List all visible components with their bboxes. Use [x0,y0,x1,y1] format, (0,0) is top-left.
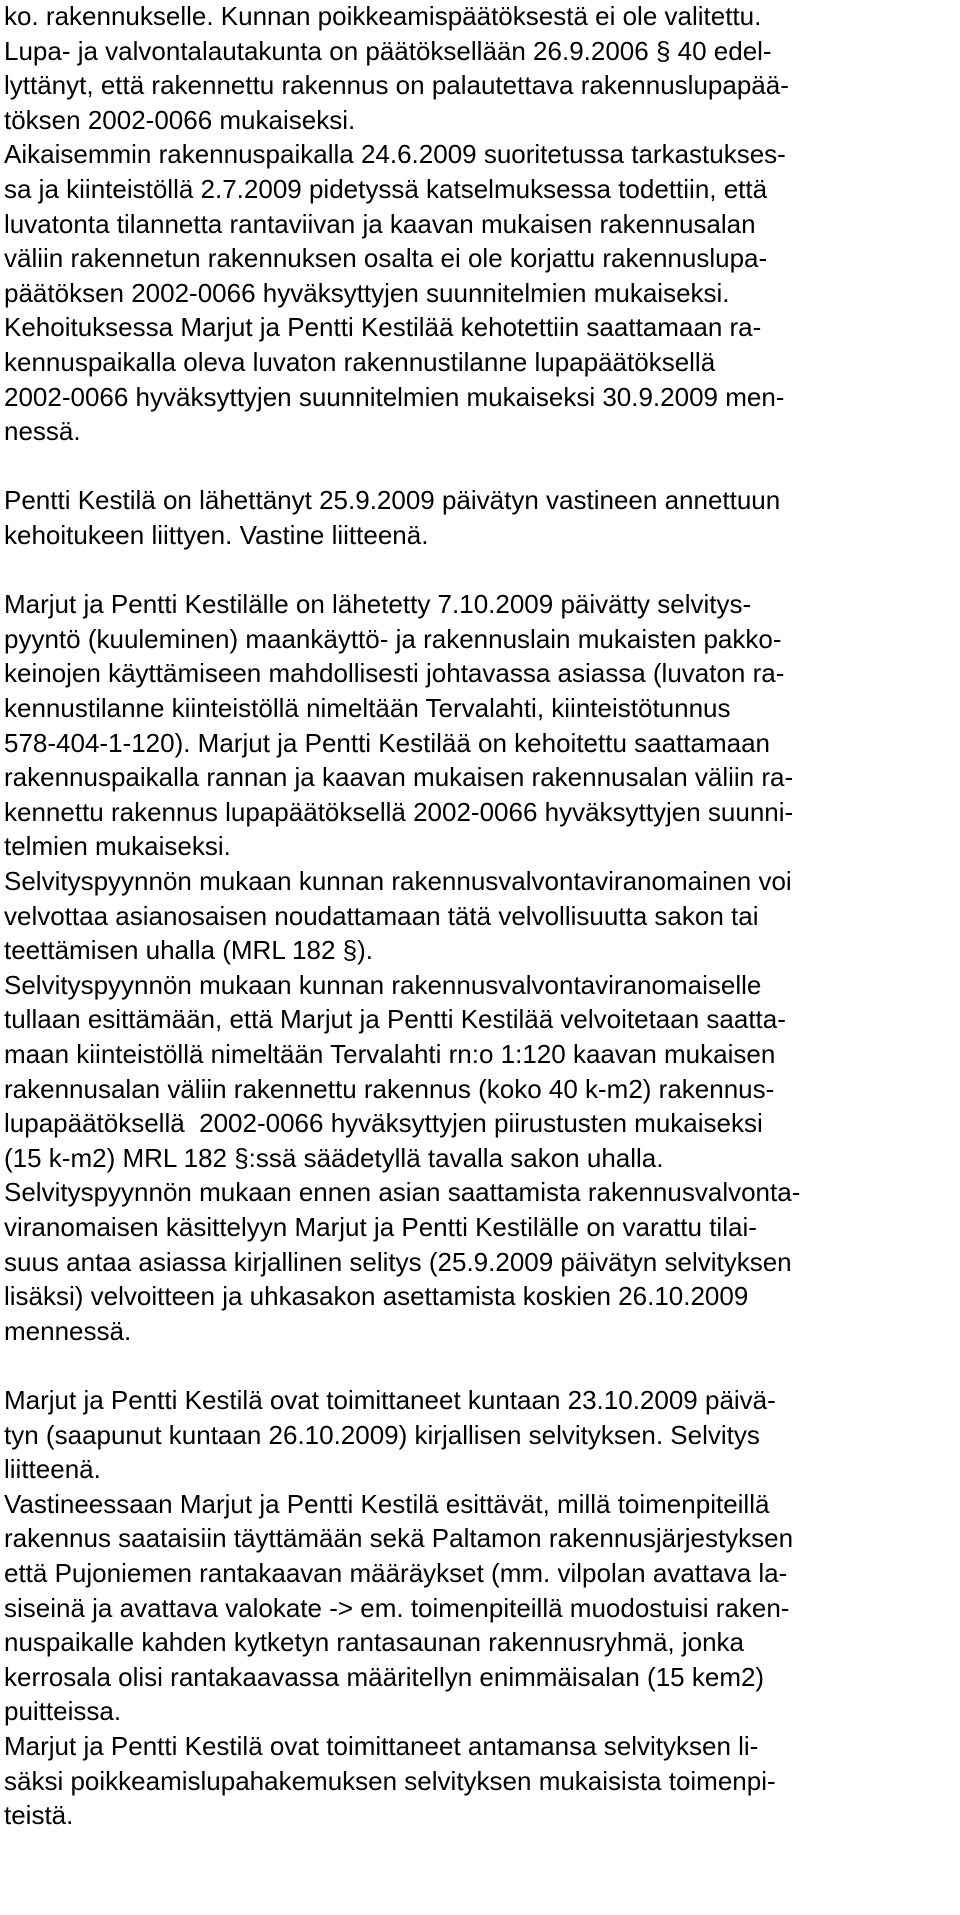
text-line: sa ja kiinteistöllä 2.7.2009 pidetyssä katselmuksessa todettiin, että [4,174,768,204]
text-line: teettämisen uhalla (MRL 182 §). [4,935,374,965]
text-line: liitteenä. [4,1454,101,1484]
text-line: 2002-0066 hyväksyttyjen suunnitelmien mukaiseksi 30.9.2009 men- [4,382,785,412]
text-line: rakennus saataisiin täyttämään sekä Paltamon rakennusjärjestyksen [4,1523,794,1553]
text-line: lupapäätöksellä 2002-0066 hyväksyttyjen piirustusten mukaiseksi [4,1108,763,1138]
text-line: (15 k-m2) MRL 182 §:ssä säädetyllä tavalla sakon uhalla. [4,1143,664,1173]
text-line: keinojen käyttämiseen mahdollisesti johtavassa asiassa (luvaton ra- [4,658,785,688]
text-line: tyn (saapunut kuntaan 26.10.2009) kirjallisen selvityksen. Selvitys [4,1420,760,1450]
text-line: säksi poikkeamislupahakemuksen selvityksen mukaisista toimenpi- [4,1766,776,1796]
text-line: Lupa- ja valvontalautakunta on päätöksellään 26.9.2006 § 40 edel- [4,36,772,66]
text-line: kerrosala olisi rantakaavassa määritellyn enimmäisalan (15 kem2) [4,1662,765,1692]
text-line: kennettu rakennus lupapäätöksellä 2002-0066 hyväksyttyjen suunni- [4,797,794,827]
text-line: rakennuspaikalla rannan ja kaavan mukaisen rakennusalan väliin ra- [4,762,794,792]
text-line: Marjut ja Pentti Kestilä ovat toimittaneet kuntaan 23.10.2009 päivä- [4,1385,776,1415]
text-line: pyyntö (kuuleminen) maankäyttö- ja rakennuslain mukaisten pakko- [4,624,782,654]
text-line: Selvityspyynnön mukaan kunnan rakennusvalvontaviranomainen voi [4,866,792,896]
text-line: töksen 2002-0066 mukaiseksi. [4,105,356,135]
text-line: siseinä ja avattava valokate -> em. toimenpiteillä muodostuisi raken- [4,1593,790,1623]
text-line: lisäksi) velvoitteen ja uhkasakon asettamista koskien 26.10.2009 [4,1281,749,1311]
text-line: Selvityspyynnön mukaan kunnan rakennusvalvontaviranomaiselle [4,970,762,1000]
text-line: Selvityspyynnön mukaan ennen asian saattamista rakennusvalvonta- [4,1177,801,1207]
text-line: että Pujoniemen rantakaavan määräykset (mm. vilpolan avattava la- [4,1558,788,1588]
text-line: Vastineessaan Marjut ja Pentti Kestilä esittävät, millä toimenpiteillä [4,1489,770,1519]
text-line: lyttänyt, että rakennettu rakennus on palautettava rakennuslupapää- [4,70,789,100]
text-line: viranomaisen käsittelyyn Marjut ja Pentti Kestilälle on varattu tilai- [4,1212,757,1242]
text-line: kehoitukeen liittyen. Vastine liitteenä. [4,520,429,550]
text-line: puitteissa. [4,1696,122,1726]
text-line: maan kiinteistöllä nimeltään Tervalahti rn:o 1:120 kaavan mukaisen [4,1039,776,1069]
text-line: 578-404-1-120). Marjut ja Pentti Kestilää on kehoitettu saattamaan [4,728,771,758]
text-line: kennustilanne kiinteistöllä nimeltään Tervalahti, kiinteistötunnus [4,693,731,723]
text-line: väliin rakennetun rakennuksen osalta ei ole korjattu rakennuslupa- [4,243,768,273]
text-line: teistä. [4,1800,74,1830]
text-line: kennuspaikalla oleva luvaton rakennustilanne lupapäätöksellä [4,347,716,377]
text-line: velvottaa asianosaisen noudattamaan tätä velvollisuutta sakon tai [4,901,759,931]
text-line: nuspaikalle kahden kytketyn rantasaunan rakennusryhmä, jonka [4,1627,745,1657]
text-line: mennessä. [4,1316,132,1346]
text-line: ko. rakennukselle. Kunnan poikkeamispäätöksestä ei ole valitettu. [4,1,762,31]
text-line: suus antaa asiassa kirjallinen selitys (25.9.2009 päivätyn selvityksen [4,1247,792,1277]
text-line: Pentti Kestilä on lähettänyt 25.9.2009 päivätyn vastineen annettuun [4,485,781,515]
text-line: päätöksen 2002-0066 hyväksyttyjen suunnitelmien mukaiseksi. [4,278,730,308]
text-line: Marjut ja Pentti Kestilä ovat toimittaneet antamansa selvityksen li- [4,1731,759,1761]
text-line: tullaan esittämään, että Marjut ja Pentti Kestilää velvoitetaan saatta- [4,1004,786,1034]
text-line: rakennusalan väliin rakennettu rakennus (koko 40 k-m2) rakennus- [4,1074,775,1104]
text-line: Aikaisemmin rakennuspaikalla 24.6.2009 suoritetussa tarkastukses- [4,139,786,169]
text-line: luvatonta tilannetta rantaviivan ja kaavan mukaisen rakennusalan [4,209,756,239]
text-line: Kehoituksessa Marjut ja Pentti Kestilää kehotettiin saattamaan ra- [4,312,762,342]
text-line: Marjut ja Pentti Kestilälle on lähetetty 7.10.2009 päivätty selvitys- [4,589,752,619]
text-line: nessä. [4,416,81,446]
text-line: telmien mukaiseksi. [4,831,231,861]
